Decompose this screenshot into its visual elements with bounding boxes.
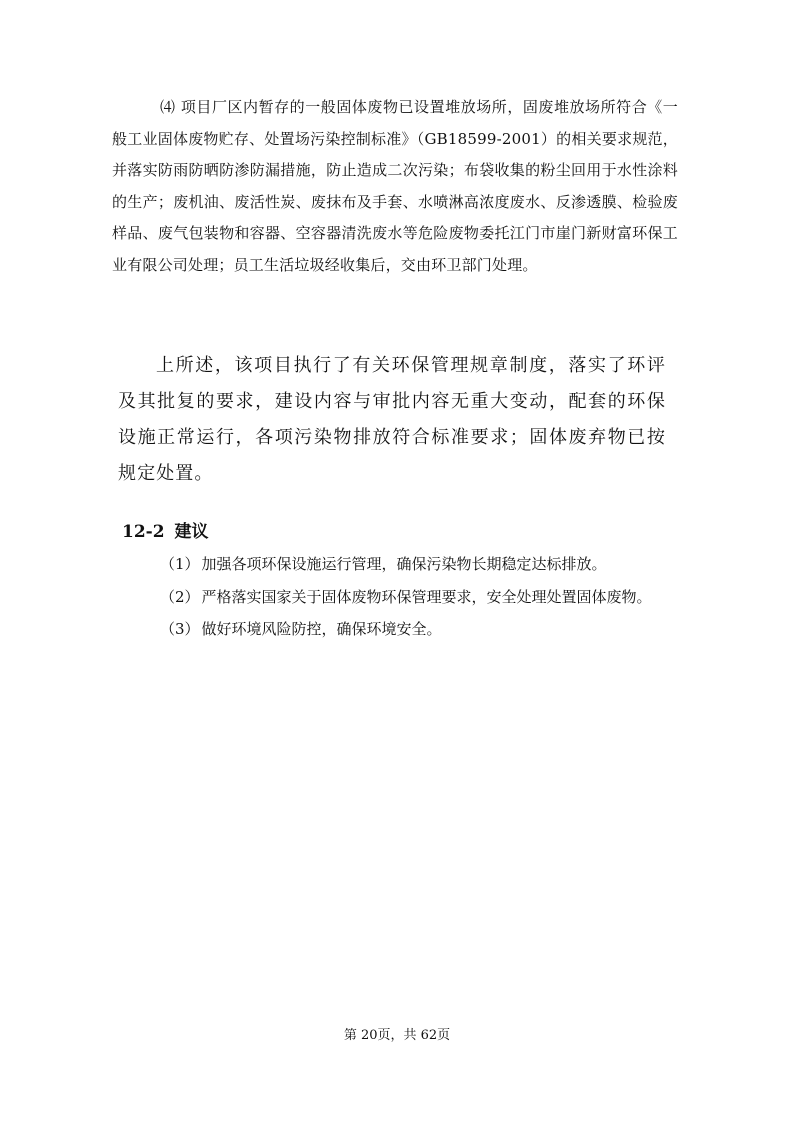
- suggestion-text: 严格落实国家关于固体废物环保管理要求，安全处理处置固体废物。: [201, 588, 652, 606]
- section-title: 建议: [174, 522, 209, 542]
- suggestion-item-3: [160, 619, 442, 639]
- suggestion-text: 加强各项环保设施运行管理，确保污染物长期稳定达标排放。: [201, 555, 607, 573]
- summary-paragraph: 上所述，该项目执行了有关环保管理规章制度，落实了环评及其批复的要求，建设内容与审批内容无重大变动，配套的环保设施正常运行，各项污染物排放符合标准要求；固体废弃物已按规定处置。: [118, 355, 666, 484]
- suggestion-label: （3）: [160, 620, 200, 638]
- suggestion-item-1: [160, 554, 607, 574]
- suggestion-label: （1）: [160, 555, 200, 573]
- page-footer: 第 20页，共 62页: [343, 1028, 451, 1043]
- section-number: 12-2: [122, 522, 165, 542]
- suggestion-item-2: [160, 587, 652, 607]
- section-heading: [122, 517, 209, 542]
- paragraph-item-4: ⑷ 项目厂区内暂存的一般固体废物已设置堆放场所，固废堆放场所符合《一般工业固体废物贮存、处置场污染控制标准》（GB18599-2001）的相关要求规范，并落实防雨防晒防渗防漏措施，防止造成二次污染；布袋收集的粉尘回用于水性涂料的生产；废机油、废活性炭、废抹布及手套、水喷淋高浓度废水、反渗透膜、检验废样品、废气包装物和容器、空容器清洗废水等危险废物委托江门市崖门新财富环保工业有限公司处理；员工生活垃圾经收集后，交由环卫部门处理。: [112, 98, 678, 274]
- suggestion-text: 做好环境风险防控，确保环境安全。: [201, 620, 442, 638]
- suggestion-label: （2）: [160, 588, 200, 606]
